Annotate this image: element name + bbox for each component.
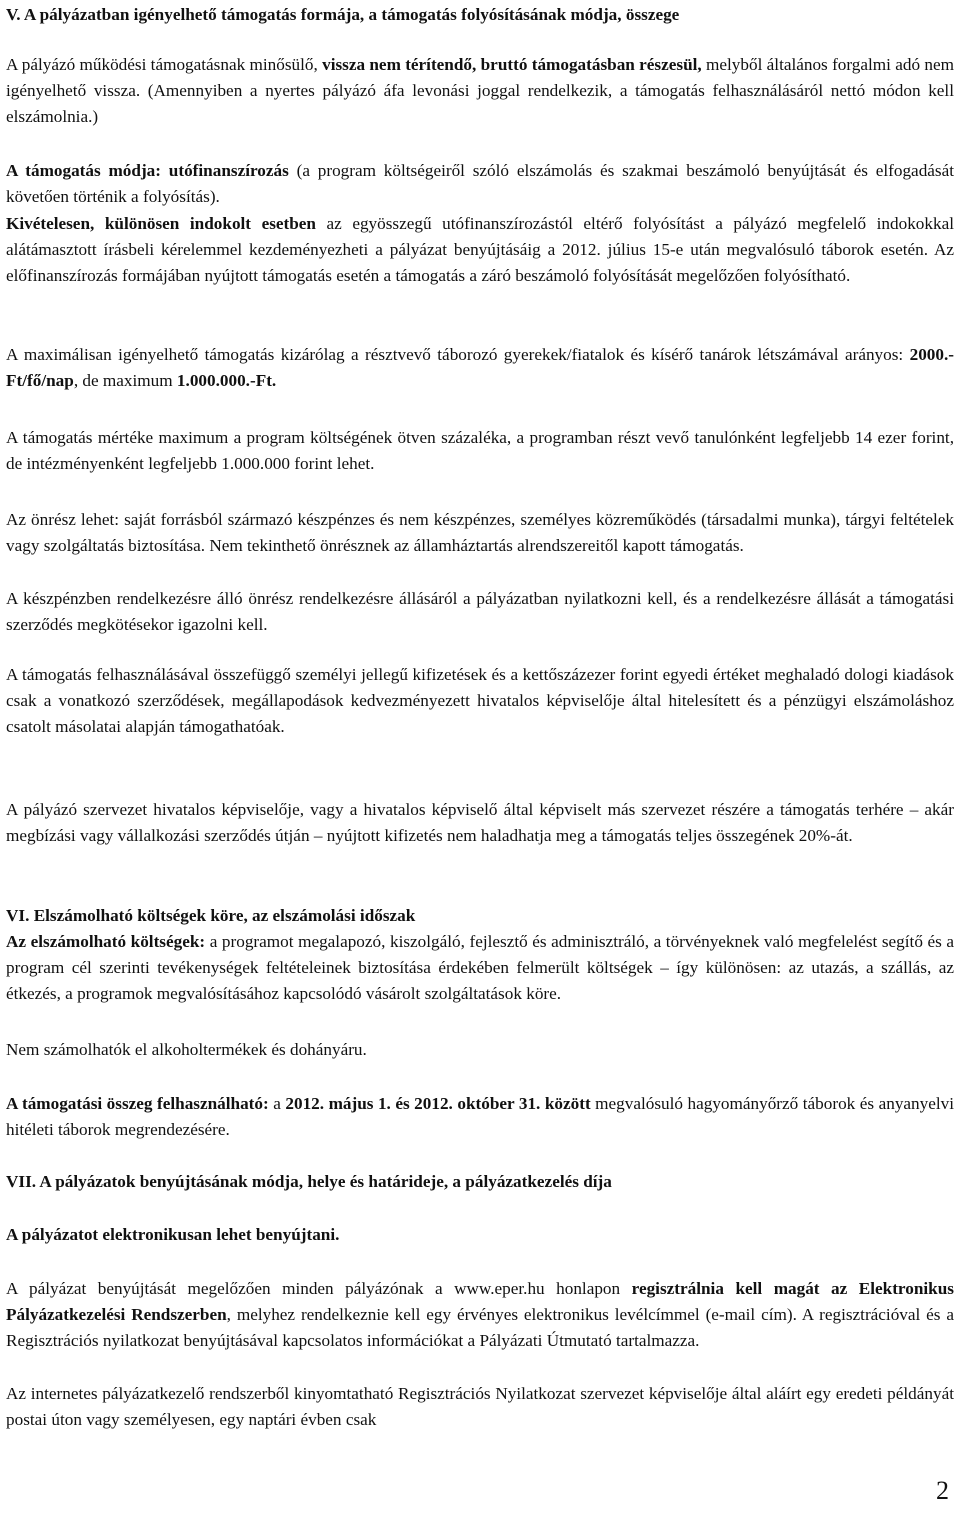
text-run: , melyhez rendelkeznie kell egy érvényes elektronikus levélcímmel (e-mail cím). A regisztrációval és a Regisztrációs nyilatkozat benyújtásával kapcsolatos információkat a Pályázati Útmutató tartalmazza. [6,1305,954,1351]
section-vii-paragraph-3: Az internetes pályázatkezelő rendszerből kinyomtatható Regisztrációs Nyilatkozat szervezet képviselője által aláírt egy eredeti példányát postai úton vagy személyesen, egy naptári évben csak [6,1384,954,1430]
text-run: melyből általános forgalmi adó nem igényelhető vissza. (Amennyiben a nyertes pályázó áfa levonási joggal rendelkezik, a támogatás felhasználásáról nettó módon kell elszámolnia.) [6,55,954,127]
section-v-paragraph-6: Az önrész lehet: saját forrásból származó készpénzes és nem készpénzes, személyes közreműködés (társadalmi munka), tárgyi feltételek vagy szolgáltatás biztosítása. Nem tekinthető önrésznek az államháztartás alrendszereitől kapott támogatás. [6,510,954,556]
text-run: , de maximum [73,371,177,391]
bold-run: Kivételesen, különösen indokolt esetben [6,214,316,233]
text-run: A pályázó működési támogatásnak minősülő, [6,55,323,74]
text-run: a [268,1094,286,1113]
section-vi-paragraph-3 [6,1091,954,1143]
text-run: a programot megalapozó, kiszolgáló, fejlesztő és adminisztráló, a törvényeknek való megfelelést segítő és a program cél szerinti tevékenységek feltételeinek biztosítása érdekében felmerült költségek – így különösen: az utazás, a szállás, az étkezés, a programok megvalósításához kapcsolódó vásárolt szolgáltatások köre. [6,932,954,1004]
bold-run: A támogatás módja: utófinanszírozás [6,161,289,180]
page-number: 2 [936,1476,949,1505]
section-v-paragraph-1 [6,52,954,131]
section-v-paragraph-4 [6,342,954,394]
bold-run: regisztrálnia kell magát az Elektronikus Pályázatkezelési Rendszerben [6,1279,954,1325]
section-v-paragraph-5: A támogatás mértéke maximum a program költségének ötven százaléka, a programban részt vevő tanulónként legfeljebb 14 ezer forint, de intézményenként legfeljebb 1.000.000 forint lehet. [6,428,954,474]
bold-run: Az elszámolható költségek: [6,932,206,951]
bold-run: 2012. május 1. és 2012. október 31. között [285,1094,591,1113]
bold-run: 2000.-Ft/fő/nap [6,345,954,391]
section-vi-paragraph-1 [6,929,954,1008]
section-v-paragraph-7: A készpénzben rendelkezésre álló önrész rendelkezésre állásáról a pályázatban nyilatkozni kell, és a rendelkezésre állását a támogatási szerződés megkötésekor igazolni kell. [6,589,954,635]
bold-run: A támogatási összeg felhasználható: [6,1094,269,1113]
section-vi-paragraph-2: Nem számolhatók el alkoholtermékek és dohányáru. [6,1040,367,1059]
text-run: A maximálisan igényelhető támogatás kizárólag a résztvevő táborozó gyerekek/fiatalok és kísérő tanárok létszámával arányos: [6,345,910,364]
section-v-paragraph-8: A támogatás felhasználásával összefüggő személyi jellegű kifizetések és a kettőszázezer forint egyedi értéket meghaladó dologi kiadások csak a vonatkozó szerződések, megállapodások kedvezményezett hivatalos képviselője által hitelesített és a pénzügyi elszámoláshoz csatolt másolatai alapján támogathatóak. [6,665,954,737]
text-run: megvalósuló hagyományőrző táborok és anyanyelvi hitéleti táborok megrendezésére. [6,1094,955,1140]
section-v-paragraph-3 [6,211,954,290]
bold-run: vissza nem térítendő, bruttó támogatásban részesül, [322,55,702,74]
section-vii-paragraph-2 [6,1276,954,1355]
text-run: (a program költségeiről szóló elszámolás és szakmai beszámoló benyújtását és elfogadását követően történik a folyósítás). [6,161,955,207]
section-vii-heading: VII. A pályázatok benyújtásának módja, helye és határideje, a pályázatkezelés díja [6,1172,612,1191]
section-v-paragraph-2 [6,158,954,210]
section-v-heading: V. A pályázatban igényelhető támogatás formája, a támogatás folyósításának módja, összege [6,5,680,24]
section-vi-heading: VI. Elszámolható költségek köre, az elszámolási időszak [6,906,416,925]
text-run: az egyösszegű utófinanszírozástól eltérő folyósítást a pályázó megfelelő indokokkal alátámasztott írásbeli kérelemmel kezdeményezheti a pályázat benyújtásáig a 2012. július 15-e után megvalósuló táborok esetén. Az előfinanszírozás formájában nyújtott támogatás esetén a támogatás a záró beszámoló folyósítását megelőzően folyósítható. [6,214,954,286]
text-run: A pályázat benyújtását megelőzően minden pályázónak a www.eper.hu honlapon [6,1279,632,1298]
section-v-paragraph-9: A pályázó szervezet hivatalos képviselője, vagy a hivatalos képviselő által képviselt más szervezet részére a támogatás terhére – akár megbízási vagy vállalkozási szerződés útján – nyújtott kifizetés nem haladhatja meg a támogatás teljes összegének 20%-át. [6,800,954,846]
section-vii-paragraph-1: A pályázatot elektronikusan lehet benyújtani. [6,1225,340,1244]
bold-run: 1.000.000.-Ft. [176,371,277,391]
